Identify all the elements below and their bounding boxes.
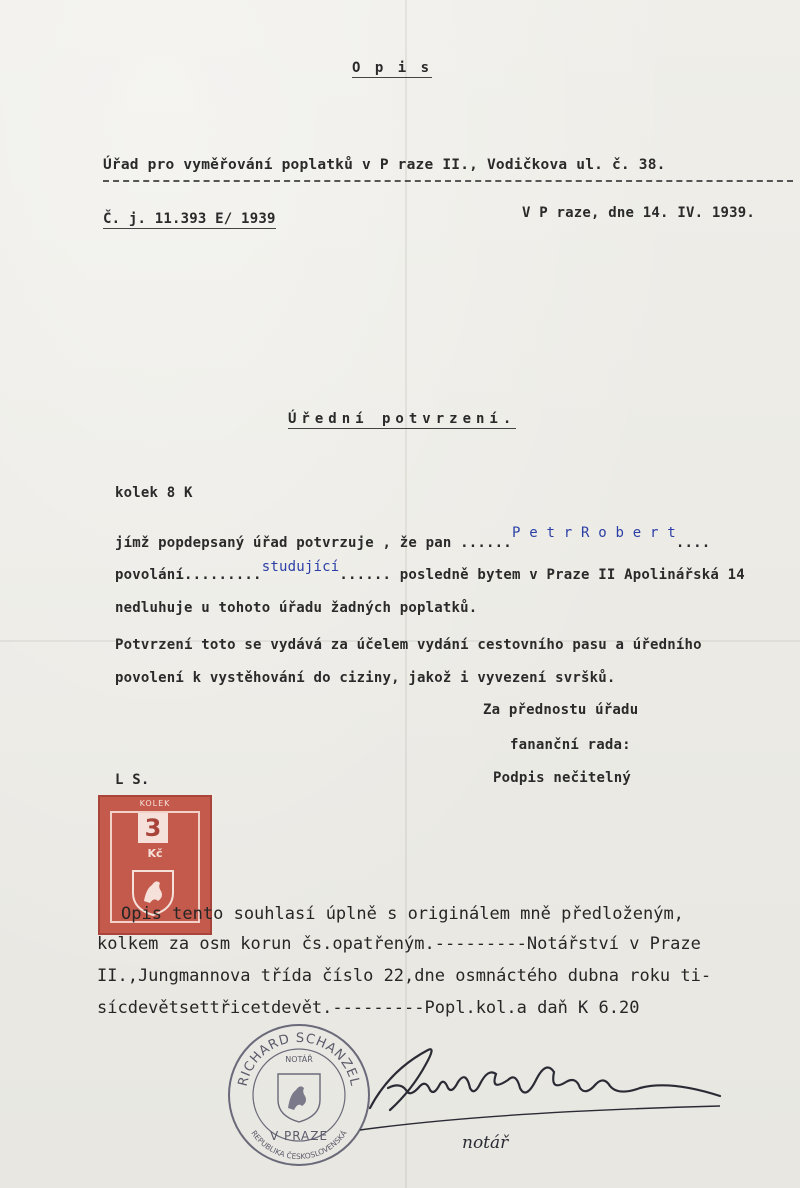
document-title: O p i s bbox=[352, 60, 433, 76]
seal-republic: REPUBLIKA ČESKOSLOVENSKÁ bbox=[249, 1128, 349, 1162]
body-line-2-suffix: ...... posledně bytem v Praze II Apolinářská 14 bbox=[339, 567, 745, 583]
document-heading: Úřední potvrzení. bbox=[288, 411, 517, 427]
office-line: Úřad pro vyměřování poplatků v P raze II., Vodičkova ul. č. 38. bbox=[103, 157, 666, 173]
place-date: V P raze, dne 14. IV. 1939. bbox=[522, 205, 755, 221]
notary-line-1: Opis tento souhlasí úplně s originálem mně předloženým, bbox=[121, 904, 684, 924]
seal-role: NOTÁŘ bbox=[285, 1055, 313, 1064]
notary-line-4: sícdevětsettřicetdevět.---------Popl.kol.a daň K 6.20 bbox=[97, 998, 640, 1018]
signoff-line-2: fananční rada: bbox=[510, 737, 631, 753]
body-line-1-dots-b: .... bbox=[675, 535, 711, 551]
locus-sigilli: L S. bbox=[115, 772, 150, 788]
body-line-4: Potvrzení toto se vydává za účelem vydání cestovního pasu a úředního bbox=[115, 637, 702, 653]
body-line-1-prefix: jímž popdepsaný úřad potvrzuje , že pan bbox=[115, 535, 461, 551]
office-underline bbox=[103, 180, 793, 182]
body-line-1-dots-a: ...... bbox=[460, 535, 512, 551]
signoff-line-1: Za přednostu úřadu bbox=[483, 702, 639, 718]
stamp-value: 3 bbox=[138, 813, 168, 843]
notary-line-3: II.,Jungmannova třída číslo 22,dne osmnáctého dubna roku ti- bbox=[97, 966, 712, 986]
body-line-2-prefix: povolání......... bbox=[115, 567, 262, 583]
signoff-line-3: Podpis nečitelný bbox=[493, 770, 632, 786]
stamp-fee-note: kolek 8 K bbox=[115, 485, 193, 501]
notary-line-2: kolkem za osm korun čs.opatřeným.---------Notářství v Praze bbox=[97, 934, 701, 954]
seal-city: V PRAZE bbox=[269, 1129, 329, 1143]
body-line-1 bbox=[115, 525, 711, 551]
stamp-label: KOLEK bbox=[139, 799, 171, 808]
notary-signature bbox=[340, 1030, 740, 1160]
body-line-5: povolení k vystěhování do ciziny, jakož i vyvezení svršků. bbox=[115, 670, 616, 686]
reference-number: Č. j. 11.393 E/ 1939 bbox=[103, 211, 276, 227]
seal-name: RICHARD SCHANZEL bbox=[235, 1030, 363, 1088]
signature-caption: notář bbox=[462, 1133, 509, 1153]
stamp-currency: Kč bbox=[147, 847, 163, 860]
seal-lion-icon bbox=[288, 1086, 306, 1110]
citizen-name: P e t r R o b e r t bbox=[511, 525, 676, 541]
body-line-3: nedluhuje u tohoto úřadu žadných poplatků. bbox=[115, 600, 478, 616]
body-line-2 bbox=[115, 559, 745, 583]
occupation-value: studující bbox=[261, 559, 340, 575]
